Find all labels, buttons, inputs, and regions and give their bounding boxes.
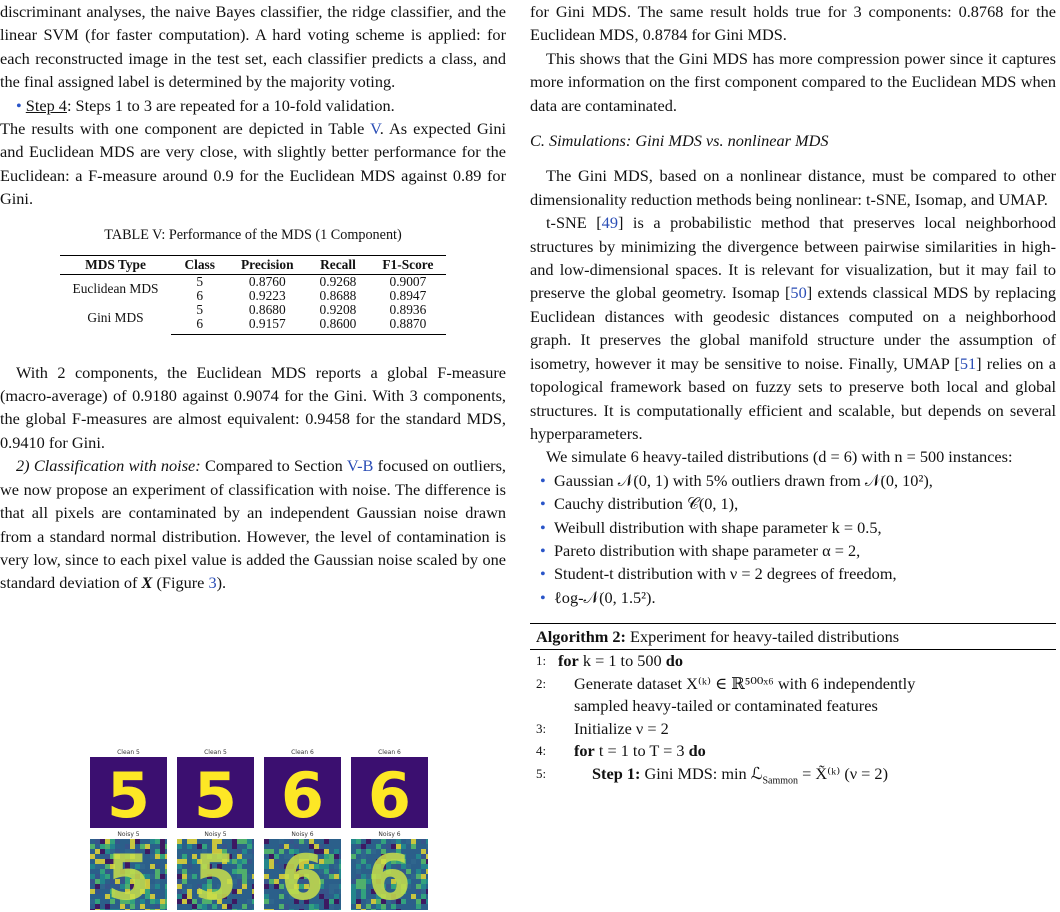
algorithm-line bbox=[530, 718, 1056, 741]
table-row bbox=[60, 274, 447, 289]
digit-glyph: 6 bbox=[367, 841, 412, 910]
digit-glyph: 5 bbox=[193, 841, 238, 910]
keyword: do bbox=[665, 651, 683, 671]
section-ref-link[interactable]: V-B bbox=[346, 456, 374, 476]
subscript: Sammon bbox=[762, 774, 799, 786]
ref-50-link[interactable]: 50 bbox=[790, 283, 807, 303]
paragraph-methods bbox=[530, 211, 1056, 445]
methods-text-d: ] relies on a topological framework based on fuzzy sets to preserve both local and global structures. It is computationally efficient and scalable, but depends on several hyperparameters. bbox=[530, 353, 1056, 443]
line-text: Initialize ν = 2 bbox=[574, 718, 669, 738]
table-cell: 0.9007 bbox=[389, 273, 427, 289]
table-header-cell: Class bbox=[171, 255, 228, 274]
performance-table bbox=[60, 255, 447, 335]
methods-text-b: ] is a probabilistic method that preserves local neighborhood structures by minimizing the divergence between pairwise similarities in high- and low-dimensional spaces. It is relevant for visualization, but it may fail to preserve the global geometry. Isomap [ bbox=[530, 213, 1056, 303]
table-cell: 0.9157 bbox=[228, 317, 307, 335]
digit-glyph: 5 bbox=[106, 759, 151, 828]
algorithm-box bbox=[530, 623, 1056, 792]
algorithm-title-text: Experiment for heavy-tailed distributions bbox=[625, 627, 900, 647]
list-item: • Weibull distribution with shape parameter k = 0.5, bbox=[540, 516, 1056, 539]
tile-label: Noisy 6 bbox=[378, 831, 401, 838]
algorithm-line bbox=[530, 763, 1056, 793]
table-cell: 0.8688 bbox=[319, 287, 357, 303]
line-text: = X̃⁽ᵏ⁾ (ν = 2) bbox=[798, 763, 888, 783]
algorithm-line bbox=[530, 695, 1056, 718]
paragraph-compression: This shows that the Gini MDS has more compression power since it captures more information on the first component compared to the Euclidean MDS when data are contaminated. bbox=[530, 48, 1056, 115]
table-cell: 0.8600 bbox=[307, 317, 370, 335]
subsection-heading: C. Simulations: Gini MDS vs. nonlinear MDS bbox=[530, 131, 829, 151]
digit-glyph: 6 bbox=[367, 759, 412, 828]
digit-tile bbox=[177, 748, 254, 828]
table-cell: 0.8870 bbox=[369, 317, 446, 335]
algorithm-line bbox=[530, 673, 1056, 696]
tile-label: Clean 5 bbox=[117, 749, 140, 756]
digit-image bbox=[351, 839, 428, 910]
table-cell: 6 bbox=[171, 317, 228, 335]
list-item: • Student-t distribution with ν = 2 degrees of freedom, bbox=[540, 562, 1056, 585]
results-text-a: The results with one component are depicted in Table bbox=[0, 119, 371, 139]
table-cell: 0.8760 bbox=[248, 273, 286, 289]
paragraph-noise bbox=[0, 454, 506, 594]
digit-image bbox=[90, 839, 167, 910]
tile-label: Noisy 5 bbox=[204, 831, 227, 838]
step4-paragraph bbox=[0, 94, 506, 117]
digit-image bbox=[177, 757, 254, 828]
list-item: • ℓog-𝒩(0, 1.5²). bbox=[540, 586, 1056, 609]
tile-label: Clean 6 bbox=[378, 749, 401, 756]
digit-image bbox=[264, 839, 341, 910]
list-item: • Pareto distribution with shape parameter α = 2, bbox=[540, 539, 1056, 562]
table-cell: 0.9223 bbox=[248, 287, 286, 303]
algorithm-lines bbox=[530, 650, 1056, 792]
bullet-icon: • bbox=[16, 95, 22, 115]
paragraph-nonlinear: The Gini MDS, based on a nonlinear distance, must be compared to other dimensionality reduction methods being nonlinear: t-SNE, Isomap, and UMAP. bbox=[530, 166, 1056, 209]
table-cell: 0.9208 bbox=[319, 301, 357, 317]
table-header-row bbox=[60, 255, 447, 274]
noise-text-d: ). bbox=[216, 573, 227, 593]
line-number: 3: bbox=[536, 720, 547, 736]
line-number: 4: bbox=[536, 743, 547, 759]
step4-label: Step 4 bbox=[25, 95, 67, 115]
line-text: Gini MDS: min ℒ bbox=[640, 763, 763, 783]
digit-tile bbox=[351, 748, 428, 828]
tile-label: Noisy 6 bbox=[291, 831, 314, 838]
keyword: for bbox=[558, 651, 579, 671]
noise-text-a: Compared to Section bbox=[200, 456, 347, 476]
ref-51-link[interactable]: 51 bbox=[959, 353, 977, 373]
digit-glyph: 6 bbox=[280, 841, 325, 910]
digit-image bbox=[351, 757, 428, 828]
line-number: 2: bbox=[536, 675, 547, 691]
digit-glyph: 6 bbox=[280, 759, 325, 828]
digit-glyph: 5 bbox=[193, 759, 238, 828]
table-cell: Euclidean MDS bbox=[72, 280, 159, 296]
list-item: • Gaussian 𝒩(0, 1) with 5% outliers drawn from 𝒩(0, 10²), bbox=[540, 469, 1056, 492]
table-cell: 6 bbox=[196, 287, 204, 303]
table-header-cell: Recall bbox=[307, 255, 370, 274]
algorithm-line bbox=[530, 740, 1056, 763]
table-cell: 5 bbox=[196, 301, 204, 317]
digit-glyph: 5 bbox=[106, 841, 151, 910]
noise-text-b: focused on outliers, we now propose an experiment of classification with noise. The difference is that all pixels are contaminated by an independent Gaussian noise drawn from a standard normal distribution. However, the level of contamination is very low, since to each pixel value is added the Gaussian noise scaled by one standard deviation of bbox=[0, 456, 506, 593]
algorithm-label: Algorithm 2: bbox=[536, 627, 626, 647]
keyword: Step 1: bbox=[592, 763, 641, 783]
figure-ref-link[interactable]: 3 bbox=[208, 573, 217, 593]
digit-image bbox=[177, 839, 254, 910]
table-body bbox=[60, 274, 447, 334]
table-header-cell: F1-Score bbox=[369, 255, 446, 274]
noise-text-c: (Figure bbox=[152, 573, 209, 593]
digit-tile bbox=[90, 830, 167, 910]
list-item: • Cauchy distribution 𝒞(0, 1), bbox=[540, 492, 1056, 515]
digit-image bbox=[90, 757, 167, 828]
paragraph-gini-result: for Gini MDS. The same result holds true for 3 components: 0.8768 for the Euclidean MDS, 0.8784 for Gini MDS. bbox=[530, 2, 1056, 45]
tile-label: Clean 6 bbox=[291, 749, 314, 756]
line-text: k = 1 to 500 bbox=[578, 651, 666, 671]
line-text: sampled heavy-tailed or contaminated features bbox=[574, 696, 878, 716]
noise-subheading: 2) Classification with noise: bbox=[16, 456, 201, 476]
table-cell: 0.9268 bbox=[319, 273, 357, 289]
paragraph-simulate: We simulate 6 heavy-tailed distributions (d = 6) with n = 500 instances: bbox=[546, 447, 1013, 467]
digit-tile bbox=[264, 830, 341, 910]
table-cell: 0.8947 bbox=[389, 287, 427, 303]
digit-tile bbox=[90, 748, 167, 828]
table-cell: Gini MDS bbox=[87, 310, 144, 326]
line-text: t = 1 to T = 3 bbox=[594, 741, 689, 761]
left-column bbox=[0, 0, 506, 595]
results-text-b: . As expected Gini and Euclidean MDS are very close, with slightly better performance for the Euclidean: a F-measure around 0.9 for the Euclidean MDS against 0.89 for Gini. bbox=[0, 119, 506, 209]
algorithm-line bbox=[530, 650, 1056, 673]
variable-x: X bbox=[141, 573, 153, 593]
digit-tile bbox=[177, 830, 254, 910]
methods-text-c: ] extends classical MDS by replacing Euclidean distances with geodesic distances computed on a neighborhood graph. It preserves the global manifold structure under the assumption of isometry, however it may be sensitive to noise. Finally, UMAP [ bbox=[530, 283, 1056, 373]
paragraph-components: With 2 components, the Euclidean MDS reports a global F-measure (macro-average) of 0.9180 against 0.9074 for the Gini. With 3 components, the global F-measures are almost equivalent: 0.9458 for the standard MDS, 0.9410 for Gini. bbox=[0, 362, 506, 452]
keyword: do bbox=[688, 741, 706, 761]
tile-label: Noisy 5 bbox=[117, 831, 140, 838]
distribution-list bbox=[530, 469, 1056, 609]
digit-tile bbox=[351, 830, 428, 910]
table-header-cell: Precision bbox=[228, 255, 307, 274]
line-text: Generate dataset X⁽ᵏ⁾ ∈ ℝ⁵⁰⁰ˣ⁶ with 6 independently bbox=[574, 673, 916, 693]
table-header-cell: MDS Type bbox=[60, 255, 172, 274]
paragraph-classifiers: discriminant analyses, the naive Bayes classifier, the ridge classifier, and the linear SVM (for faster computation). A hard voting scheme is applied: for each reconstructed image in the test set, each classifier predicts a class, and the final assigned label is determined by the majority voting. bbox=[0, 2, 506, 92]
clean-row bbox=[90, 748, 420, 828]
digit-figure bbox=[90, 748, 420, 912]
step4-text: : Steps 1 to 3 are repeated for a 10-fold validation. bbox=[66, 95, 395, 115]
digit-tile bbox=[264, 748, 341, 828]
methods-text-a: t-SNE [ bbox=[546, 213, 602, 233]
digit-image bbox=[264, 757, 341, 828]
table-row bbox=[60, 303, 447, 317]
right-column bbox=[530, 0, 1056, 792]
line-number: 1: bbox=[536, 653, 547, 669]
table-ref-link[interactable]: V bbox=[370, 119, 380, 139]
keyword: for bbox=[574, 741, 595, 761]
tile-label: Clean 5 bbox=[204, 749, 227, 756]
table-cell: 5 bbox=[196, 273, 204, 289]
table-cell: 0.8936 bbox=[389, 301, 427, 317]
algorithm-title bbox=[530, 624, 1056, 650]
noisy-row bbox=[90, 830, 420, 910]
line-number: 5: bbox=[536, 765, 547, 781]
paragraph-results bbox=[0, 117, 506, 211]
table-caption: TABLE V: Performance of the MDS (1 Component) bbox=[104, 226, 402, 243]
table-cell: 0.8680 bbox=[248, 301, 286, 317]
ref-49-link[interactable]: 49 bbox=[601, 213, 618, 233]
